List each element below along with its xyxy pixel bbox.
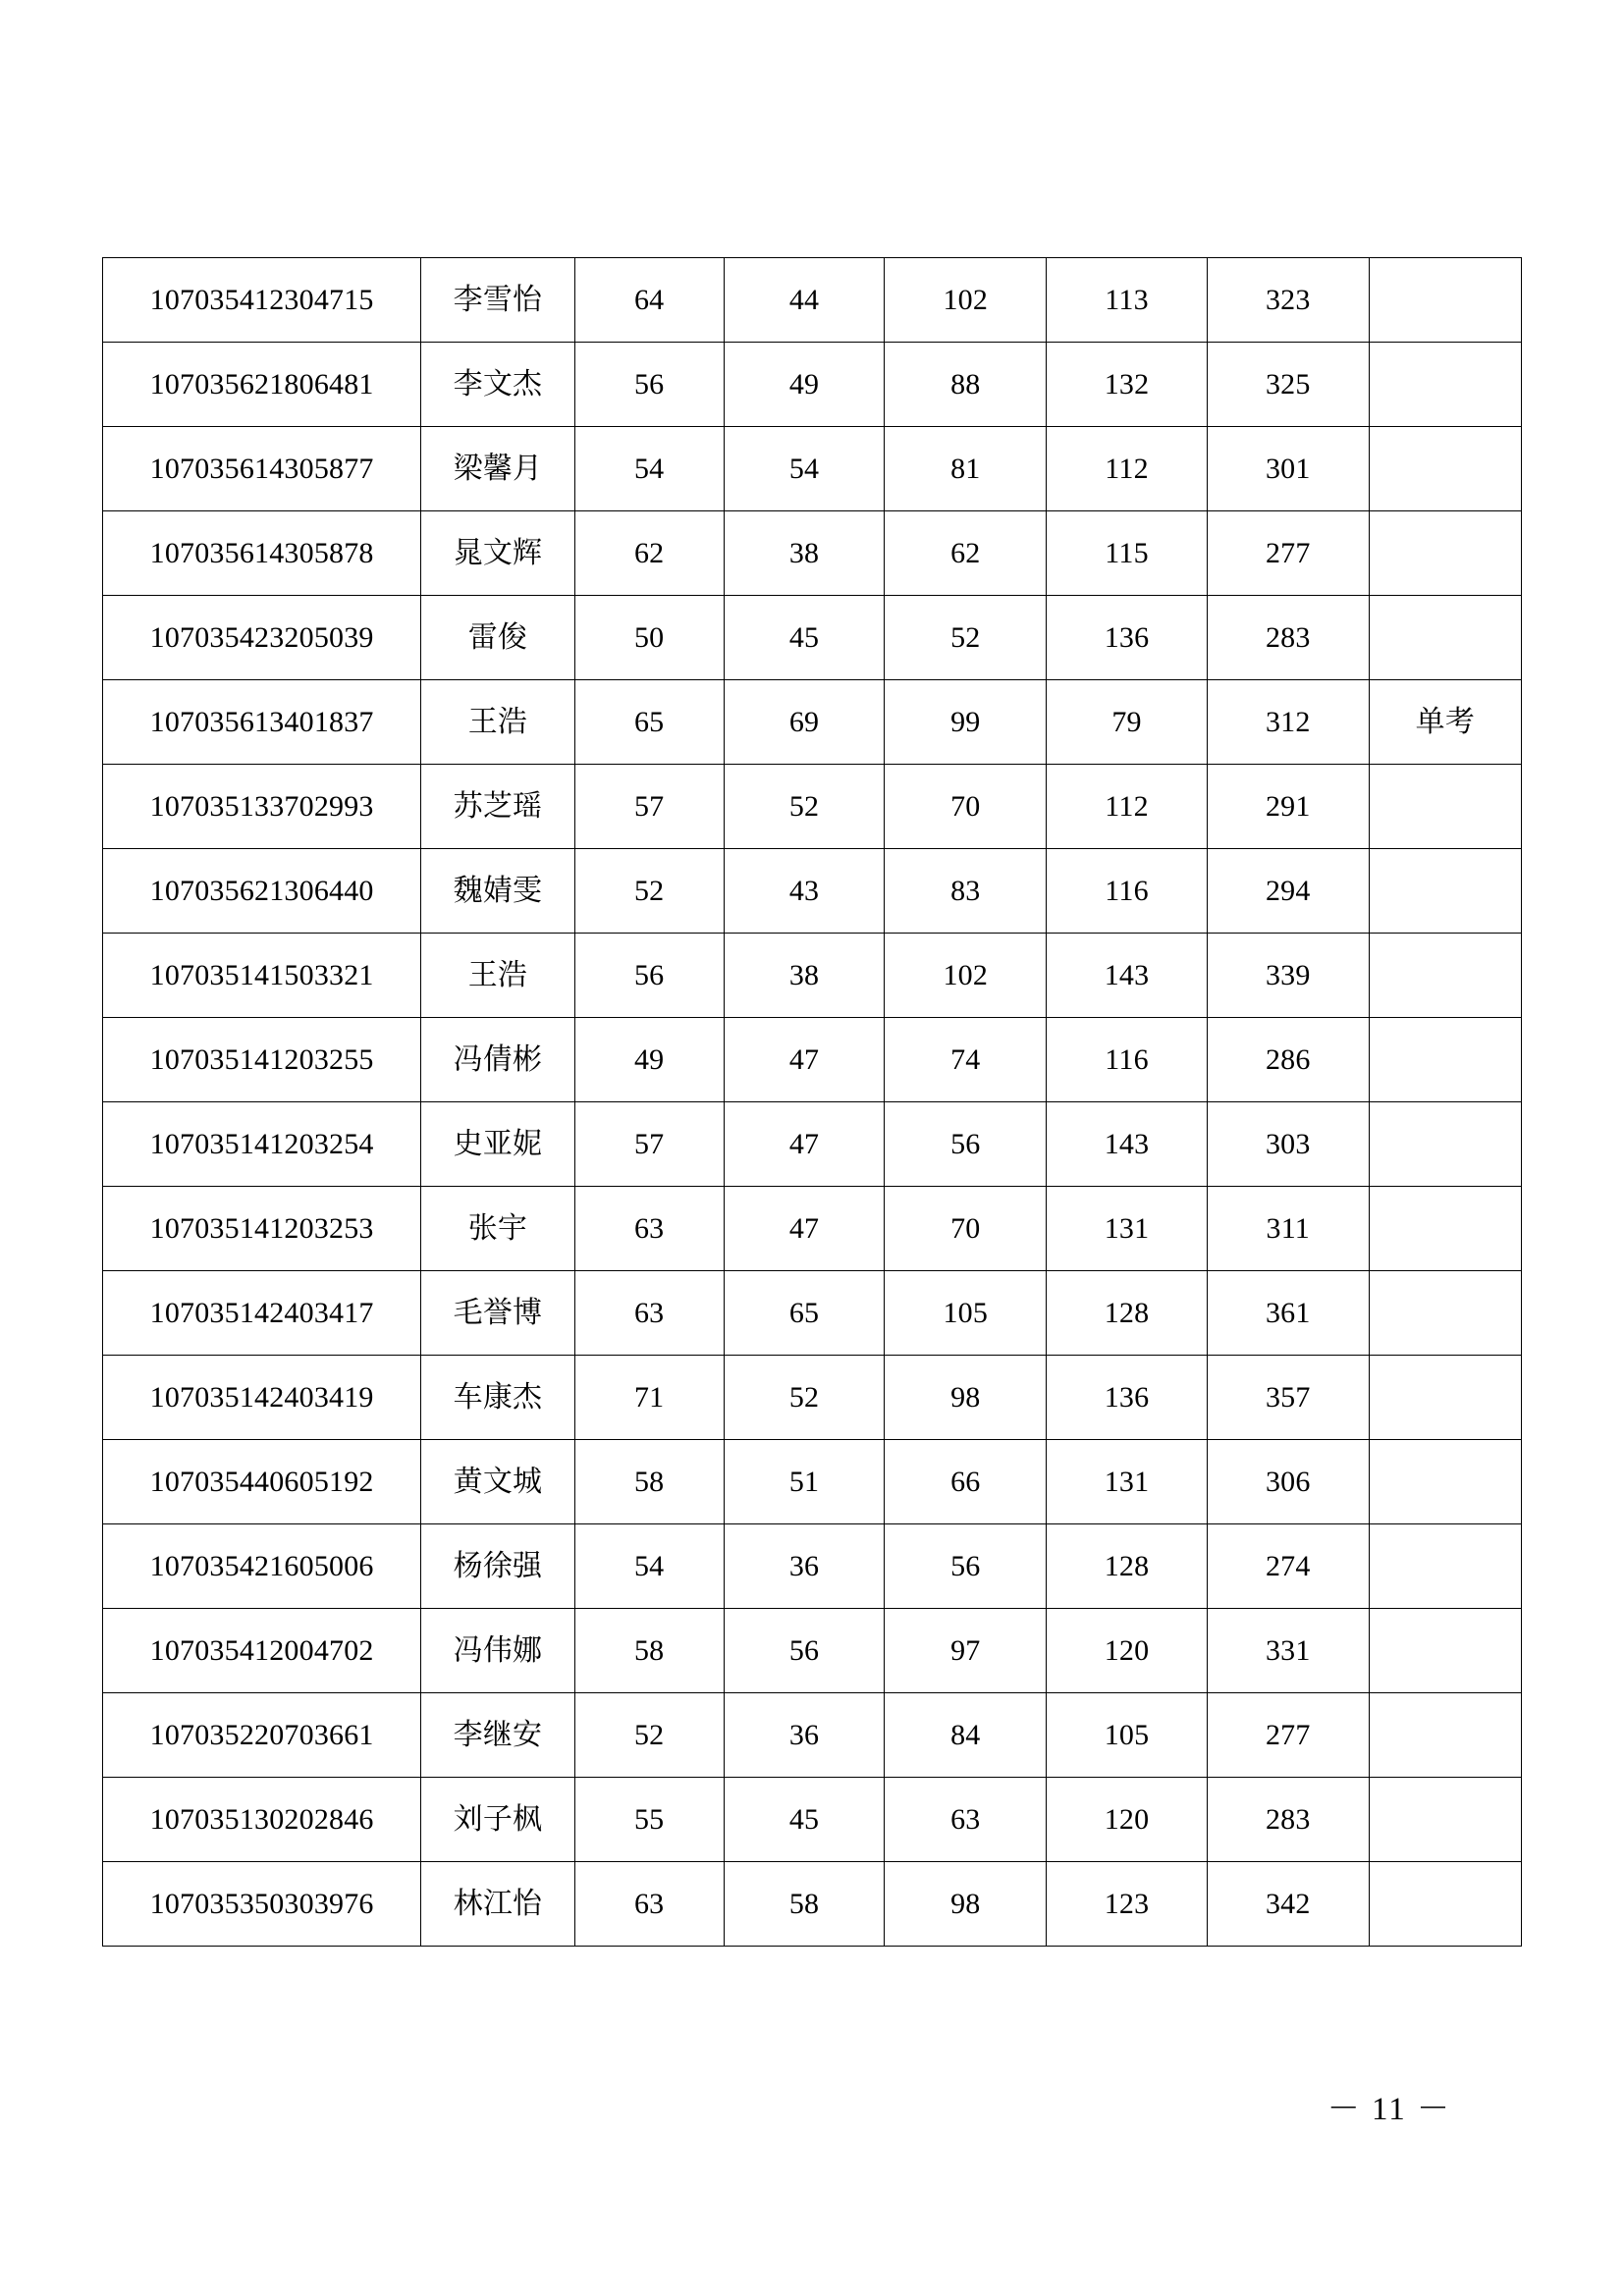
cell-candidate-id: 107035133702993 [103, 765, 421, 849]
cell-score-4: 116 [1047, 1018, 1208, 1102]
cell-note [1369, 1018, 1521, 1102]
cell-candidate-name: 张宇 [421, 1187, 574, 1271]
cell-score-3: 56 [885, 1524, 1047, 1609]
cell-score-1: 64 [574, 258, 724, 343]
cell-score-3: 99 [885, 680, 1047, 765]
table-row [103, 680, 1522, 765]
cell-note [1369, 765, 1521, 849]
cell-score-1: 55 [574, 1778, 724, 1862]
table-row [103, 1102, 1522, 1187]
cell-total: 291 [1207, 765, 1369, 849]
cell-total: 274 [1207, 1524, 1369, 1609]
cell-candidate-id: 107035621806481 [103, 343, 421, 427]
cell-score-1: 71 [574, 1356, 724, 1440]
cell-note [1369, 1102, 1521, 1187]
cell-score-3: 97 [885, 1609, 1047, 1693]
cell-candidate-id: 107035141203254 [103, 1102, 421, 1187]
cell-total: 361 [1207, 1271, 1369, 1356]
cell-candidate-id: 107035141203253 [103, 1187, 421, 1271]
cell-total: 311 [1207, 1187, 1369, 1271]
cell-score-4: 131 [1047, 1187, 1208, 1271]
cell-note [1369, 1609, 1521, 1693]
cell-score-1: 58 [574, 1609, 724, 1693]
cell-candidate-name: 梁馨月 [421, 427, 574, 511]
cell-note [1369, 427, 1521, 511]
cell-note [1369, 1524, 1521, 1609]
cell-score-2: 38 [724, 934, 885, 1018]
cell-score-3: 84 [885, 1693, 1047, 1778]
cell-score-2: 51 [724, 1440, 885, 1524]
cell-candidate-name: 李继安 [421, 1693, 574, 1778]
cell-candidate-name: 毛誉博 [421, 1271, 574, 1356]
cell-score-4: 128 [1047, 1271, 1208, 1356]
cell-candidate-name: 李雪怡 [421, 258, 574, 343]
cell-score-2: 38 [724, 511, 885, 596]
cell-score-1: 52 [574, 849, 724, 934]
cell-score-3: 88 [885, 343, 1047, 427]
cell-note [1369, 258, 1521, 343]
cell-score-1: 65 [574, 680, 724, 765]
cell-note [1369, 1187, 1521, 1271]
cell-score-3: 52 [885, 596, 1047, 680]
cell-candidate-id: 107035421605006 [103, 1524, 421, 1609]
cell-score-4: 143 [1047, 1102, 1208, 1187]
cell-candidate-name: 刘子枫 [421, 1778, 574, 1862]
cell-score-1: 63 [574, 1187, 724, 1271]
cell-candidate-id: 107035141203255 [103, 1018, 421, 1102]
cell-candidate-id: 107035350303976 [103, 1862, 421, 1947]
cell-score-1: 49 [574, 1018, 724, 1102]
cell-score-3: 74 [885, 1018, 1047, 1102]
table-row [103, 934, 1522, 1018]
table-row [103, 1440, 1522, 1524]
table-row [103, 765, 1522, 849]
cell-candidate-name: 苏芝瑶 [421, 765, 574, 849]
cell-score-4: 132 [1047, 343, 1208, 427]
cell-score-3: 56 [885, 1102, 1047, 1187]
table-row [103, 1187, 1522, 1271]
cell-total: 277 [1207, 511, 1369, 596]
cell-score-2: 52 [724, 765, 885, 849]
cell-score-4: 79 [1047, 680, 1208, 765]
cell-total: 325 [1207, 343, 1369, 427]
cell-score-2: 36 [724, 1693, 885, 1778]
cell-candidate-name: 杨徐强 [421, 1524, 574, 1609]
cell-score-2: 69 [724, 680, 885, 765]
cell-total: 286 [1207, 1018, 1369, 1102]
table-row [103, 1356, 1522, 1440]
cell-score-1: 54 [574, 1524, 724, 1609]
cell-score-2: 45 [724, 1778, 885, 1862]
cell-score-4: 115 [1047, 511, 1208, 596]
cell-candidate-id: 107035412004702 [103, 1609, 421, 1693]
cell-total: 283 [1207, 1778, 1369, 1862]
cell-score-3: 102 [885, 934, 1047, 1018]
cell-score-2: 58 [724, 1862, 885, 1947]
score-table-container [102, 257, 1522, 1947]
cell-total: 306 [1207, 1440, 1369, 1524]
cell-candidate-id: 107035142403417 [103, 1271, 421, 1356]
cell-note [1369, 1693, 1521, 1778]
cell-score-1: 56 [574, 343, 724, 427]
cell-score-4: 112 [1047, 427, 1208, 511]
table-row [103, 596, 1522, 680]
table-row [103, 1609, 1522, 1693]
cell-total: 294 [1207, 849, 1369, 934]
cell-note [1369, 1778, 1521, 1862]
cell-total: 331 [1207, 1609, 1369, 1693]
cell-note: 单考 [1369, 680, 1521, 765]
cell-score-4: 143 [1047, 934, 1208, 1018]
cell-score-2: 47 [724, 1018, 885, 1102]
cell-score-4: 136 [1047, 1356, 1208, 1440]
cell-score-4: 105 [1047, 1693, 1208, 1778]
cell-candidate-id: 107035423205039 [103, 596, 421, 680]
cell-candidate-name: 王浩 [421, 934, 574, 1018]
cell-score-2: 36 [724, 1524, 885, 1609]
cell-total: 357 [1207, 1356, 1369, 1440]
cell-score-1: 57 [574, 765, 724, 849]
cell-score-3: 83 [885, 849, 1047, 934]
cell-note [1369, 934, 1521, 1018]
table-row [103, 511, 1522, 596]
cell-candidate-id: 107035614305877 [103, 427, 421, 511]
cell-total: 312 [1207, 680, 1369, 765]
cell-note [1369, 343, 1521, 427]
cell-candidate-name: 李文杰 [421, 343, 574, 427]
cell-score-1: 57 [574, 1102, 724, 1187]
cell-score-3: 70 [885, 1187, 1047, 1271]
cell-candidate-name: 史亚妮 [421, 1102, 574, 1187]
cell-candidate-name: 黄文城 [421, 1440, 574, 1524]
table-row [103, 427, 1522, 511]
cell-score-3: 66 [885, 1440, 1047, 1524]
cell-score-2: 47 [724, 1102, 885, 1187]
cell-candidate-name: 车康杰 [421, 1356, 574, 1440]
cell-candidate-id: 107035412304715 [103, 258, 421, 343]
cell-candidate-name: 冯伟娜 [421, 1609, 574, 1693]
cell-score-3: 98 [885, 1356, 1047, 1440]
page-number: － 11 － [1326, 2092, 1451, 2127]
table-row [103, 1271, 1522, 1356]
cell-score-3: 105 [885, 1271, 1047, 1356]
cell-total: 301 [1207, 427, 1369, 511]
cell-candidate-id: 107035621306440 [103, 849, 421, 934]
cell-score-2: 49 [724, 343, 885, 427]
cell-note [1369, 1271, 1521, 1356]
table-row [103, 1778, 1522, 1862]
cell-score-1: 63 [574, 1271, 724, 1356]
cell-score-1: 54 [574, 427, 724, 511]
table-row [103, 1018, 1522, 1102]
table-row [103, 1693, 1522, 1778]
cell-candidate-id: 107035440605192 [103, 1440, 421, 1524]
table-row [103, 343, 1522, 427]
cell-note [1369, 596, 1521, 680]
cell-score-2: 44 [724, 258, 885, 343]
cell-candidate-name: 雷俊 [421, 596, 574, 680]
cell-score-1: 63 [574, 1862, 724, 1947]
cell-candidate-id: 107035142403419 [103, 1356, 421, 1440]
cell-candidate-name: 魏婧雯 [421, 849, 574, 934]
table-row [103, 1862, 1522, 1947]
cell-total: 303 [1207, 1102, 1369, 1187]
cell-score-1: 56 [574, 934, 724, 1018]
cell-candidate-id: 107035141503321 [103, 934, 421, 1018]
score-table-body [103, 258, 1522, 1947]
cell-note [1369, 1862, 1521, 1947]
cell-total: 323 [1207, 258, 1369, 343]
table-row [103, 849, 1522, 934]
cell-score-1: 50 [574, 596, 724, 680]
score-table [102, 257, 1522, 1947]
table-row [103, 258, 1522, 343]
cell-score-2: 45 [724, 596, 885, 680]
cell-total: 277 [1207, 1693, 1369, 1778]
cell-score-1: 62 [574, 511, 724, 596]
cell-score-3: 70 [885, 765, 1047, 849]
cell-score-4: 123 [1047, 1862, 1208, 1947]
cell-candidate-name: 林江怡 [421, 1862, 574, 1947]
cell-score-4: 128 [1047, 1524, 1208, 1609]
cell-score-4: 112 [1047, 765, 1208, 849]
cell-candidate-id: 107035613401837 [103, 680, 421, 765]
cell-candidate-id: 107035614305878 [103, 511, 421, 596]
cell-score-3: 102 [885, 258, 1047, 343]
cell-candidate-name: 晁文辉 [421, 511, 574, 596]
cell-score-2: 52 [724, 1356, 885, 1440]
cell-score-4: 113 [1047, 258, 1208, 343]
cell-score-4: 116 [1047, 849, 1208, 934]
cell-candidate-name: 王浩 [421, 680, 574, 765]
cell-candidate-id: 107035220703661 [103, 1693, 421, 1778]
cell-score-2: 47 [724, 1187, 885, 1271]
cell-score-4: 136 [1047, 596, 1208, 680]
cell-score-3: 98 [885, 1862, 1047, 1947]
cell-score-3: 81 [885, 427, 1047, 511]
cell-total: 342 [1207, 1862, 1369, 1947]
cell-score-2: 56 [724, 1609, 885, 1693]
cell-score-2: 65 [724, 1271, 885, 1356]
cell-score-4: 131 [1047, 1440, 1208, 1524]
cell-candidate-name: 冯倩彬 [421, 1018, 574, 1102]
cell-score-1: 52 [574, 1693, 724, 1778]
cell-total: 339 [1207, 934, 1369, 1018]
cell-candidate-id: 107035130202846 [103, 1778, 421, 1862]
cell-score-4: 120 [1047, 1778, 1208, 1862]
cell-score-3: 62 [885, 511, 1047, 596]
cell-score-3: 63 [885, 1778, 1047, 1862]
cell-score-2: 54 [724, 427, 885, 511]
cell-note [1369, 511, 1521, 596]
cell-score-4: 120 [1047, 1609, 1208, 1693]
cell-score-2: 43 [724, 849, 885, 934]
table-row [103, 1524, 1522, 1609]
cell-note [1369, 1440, 1521, 1524]
cell-total: 283 [1207, 596, 1369, 680]
cell-note [1369, 1356, 1521, 1440]
cell-score-1: 58 [574, 1440, 724, 1524]
cell-note [1369, 849, 1521, 934]
